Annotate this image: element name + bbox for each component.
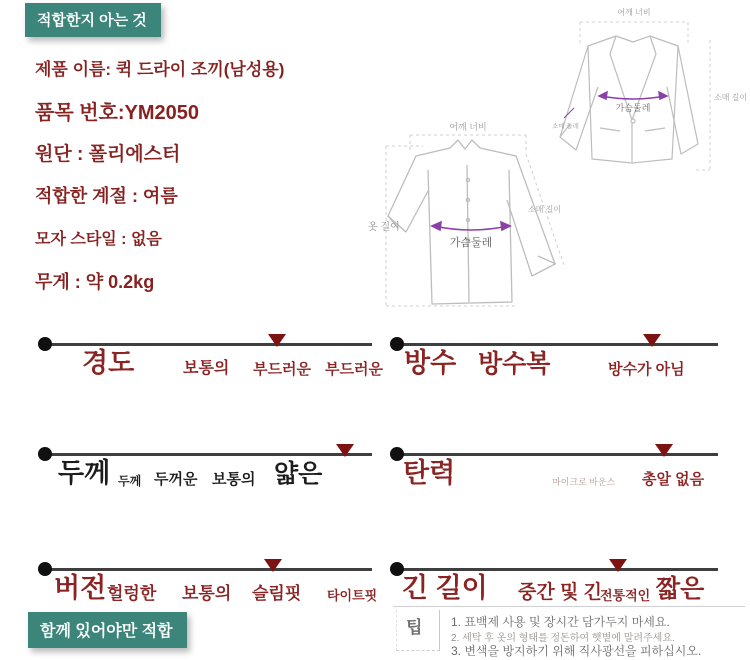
scale-fit-line — [40, 568, 372, 571]
product-hood-style: 모자 스타일 : 없음 — [35, 231, 162, 248]
product-fabric: 원단 : 폴리에스터 — [35, 144, 181, 165]
tip-item-1: 1. 표백제 사용 및 장시간 담가두지 마세요. — [451, 615, 670, 629]
scale-label: 방수가 아님 — [608, 361, 685, 378]
section-badge-fit-info-label: 적합한지 아는 것 — [37, 12, 147, 29]
scale-waterproof — [392, 333, 718, 379]
jacket-chest-label: 가슴둘레 — [615, 103, 651, 113]
jacket-sleeve-width-label: 소매 둘레 — [552, 123, 579, 130]
scale-label: 보통의 — [182, 584, 232, 603]
product-name: 제품 이름: 퀵 드라이 조끼(남성용) — [35, 60, 285, 79]
scale-thickness-line — [40, 453, 372, 456]
scale-elasticity-title: 탄력 — [403, 458, 456, 488]
shirt-garment-length-label: 옷 길이 — [368, 222, 400, 233]
section-badge-match-info-label: 함께 있어야만 적합 — [40, 623, 173, 640]
scale-length — [392, 558, 718, 604]
scale-label: 보통의 — [212, 471, 256, 488]
scale-label: 짧은 — [656, 575, 705, 603]
tip-item-2: 2. 세탁 후 옷의 형태를 정돈하여 햇볕에 말려주세요. — [451, 633, 675, 644]
scale-label: 총알 없음 — [642, 471, 705, 488]
tip-title: 팁 — [406, 618, 423, 637]
scale-hardness-title: 경도 — [82, 348, 135, 378]
scale-label: 중간 및 긴 — [518, 582, 602, 603]
scale-label: 두께 — [118, 474, 142, 488]
scale-label: 두꺼운 — [154, 471, 198, 488]
scale-label: 헐렁한 — [107, 584, 157, 603]
scale-length-marker-icon — [609, 559, 627, 572]
scale-label: 타이트핏 — [327, 588, 378, 603]
section-badge-match-info — [28, 612, 187, 648]
shirt-chest-label: 가슴둘레 — [449, 237, 493, 249]
scale-waterproof-marker-icon — [643, 334, 661, 347]
scale-hardness — [40, 333, 383, 379]
scale-elasticity — [392, 443, 718, 489]
scale-fit-title: 버전 — [54, 573, 107, 603]
scale-fit — [40, 558, 378, 604]
section-badge-fit-info — [25, 3, 161, 37]
scale-hardness-line — [40, 343, 372, 346]
product-season: 적합한 계절 : 여름 — [35, 186, 178, 206]
product-weight: 무게 : 약 0.2kg — [35, 272, 155, 292]
scale-fit-marker-icon — [264, 559, 282, 572]
scale-label: 얇은 — [274, 460, 323, 488]
scale-label: 부드러운 — [253, 361, 311, 378]
scale-thickness-marker-icon — [336, 444, 354, 457]
jacket-sleeve-length-label: 소매 길이 — [714, 93, 748, 102]
scale-waterproof-title: 방수 — [404, 348, 457, 378]
scale-thickness — [40, 443, 372, 489]
scale-length-line — [392, 568, 718, 571]
scale-elasticity-marker-icon — [655, 444, 673, 457]
scale-label: 전통적인 — [600, 588, 651, 603]
care-tips-box — [393, 606, 745, 659]
shirt-sleeve-length-label: 소매 길이 — [528, 205, 562, 214]
product-item-number: 품목 번호:YM2050 — [35, 102, 199, 124]
shirt-measure-diagram — [368, 118, 573, 313]
scale-label: 슬림핏 — [252, 584, 302, 603]
scale-thickness-title: 두께 — [58, 458, 111, 488]
scale-hardness-marker-icon — [268, 334, 286, 347]
scale-length-title: 긴 길이 — [402, 573, 488, 603]
scale-label: 보통의 — [183, 360, 230, 377]
scale-waterproof-line — [392, 343, 718, 346]
jacket-shoulder-width-label: 어깨 너비 — [617, 8, 651, 17]
jacket-measure-diagram — [548, 2, 748, 182]
tip-item-3: 3. 변색을 방지하기 위해 직사광선을 피하십시오. — [451, 644, 702, 658]
scale-label: 부드러운 — [325, 361, 383, 378]
scale-label: 마이크로 바운스 — [552, 477, 616, 487]
shirt-shoulder-width-label: 어깨 너비 — [449, 122, 487, 132]
scale-label: 방수복 — [478, 350, 551, 378]
tip-title-cell — [396, 610, 440, 651]
